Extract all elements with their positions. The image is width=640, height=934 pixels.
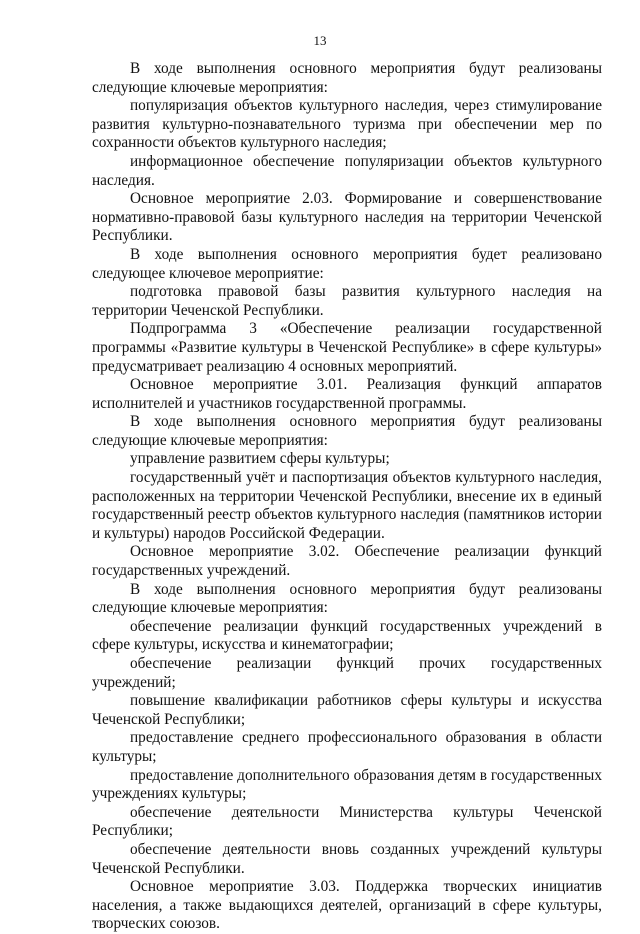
paragraph: Основное мероприятие 3.01. Реализация функций аппаратов исполнителей и участников государственной программы.	[92, 376, 602, 412]
paragraph: государственный учёт и паспортизация объектов культурного наследия, расположенных на территории Чеченской Республики, внесение их в единый государственный реестр объектов культурного наследия (памятников истории и культуры) народов Российской Федерации.	[92, 469, 602, 542]
paragraph: подготовка правовой базы развития культурного наследия на территории Чеченской Республики.	[92, 283, 602, 319]
paragraph: Подпрограмма 3 «Обеспечение реализации государственной программы «Развитие культуры в Чеченской Республике» в сфере культуры» предусматривает реализацию 4 основных мероприятий.	[92, 320, 602, 375]
paragraph: информационное обеспечение популяризации объектов культурного наследия.	[92, 152, 602, 189]
paragraph: обеспечение реализации функций государственных учреждений в сфере культуры, искусства и кинематографии;	[92, 617, 602, 654]
paragraph: обеспечение деятельности Министерства культуры Чеченской Республики;	[92, 803, 602, 840]
paragraph: Основное мероприятие 3.03. Поддержка творческих инициатив населения, а также выдающихся деятелей, организаций в сфере культуры, творческих союзов.	[92, 878, 602, 933]
paragraph: популяризация объектов культурного наследия, через стимулирование развития культурно-познавательного туризма при обеспечении мер по сохранности объектов культурного наследия;	[92, 97, 602, 152]
paragraph: предоставление дополнительного образования детям в государственных учреждениях культуры;	[92, 766, 602, 803]
paragraph: Основное мероприятие 3.02. Обеспечение реализации функций государственных учреждений.	[92, 543, 602, 580]
paragraph: управление развитием сферы культуры;	[130, 450, 390, 468]
paragraph: В ходе выполнения основного мероприятия будут реализованы следующие ключевые мероприятия:	[92, 580, 602, 617]
page-number: 13	[313, 33, 327, 48]
paragraph: обеспечение реализации функций прочих государственных учреждений;	[92, 655, 602, 691]
paragraph: В ходе выполнения основного мероприятия будут реализованы следующие ключевые мероприятия:	[92, 413, 602, 449]
paragraph: В ходе выполнения основного мероприятия будет реализовано следующее ключевое мероприятие:	[92, 245, 602, 282]
paragraph: В ходе выполнения основного мероприятия будут реализованы следующие ключевые мероприятия:	[92, 60, 602, 96]
paragraph: повышение квалификации работников сферы культуры и искусства Чеченской Республики;	[92, 692, 602, 728]
paragraph: обеспечение деятельности вновь созданных учреждений культуры Чеченской Республики.	[92, 840, 602, 877]
document-body	[92, 60, 602, 934]
paragraph: Основное мероприятие 2.03. Формирование и совершенствование нормативно-правовой базы культурного наследия на территории Чеченской Республики.	[92, 190, 602, 245]
paragraph: предоставление среднего профессионального образования в области культуры;	[92, 729, 602, 765]
